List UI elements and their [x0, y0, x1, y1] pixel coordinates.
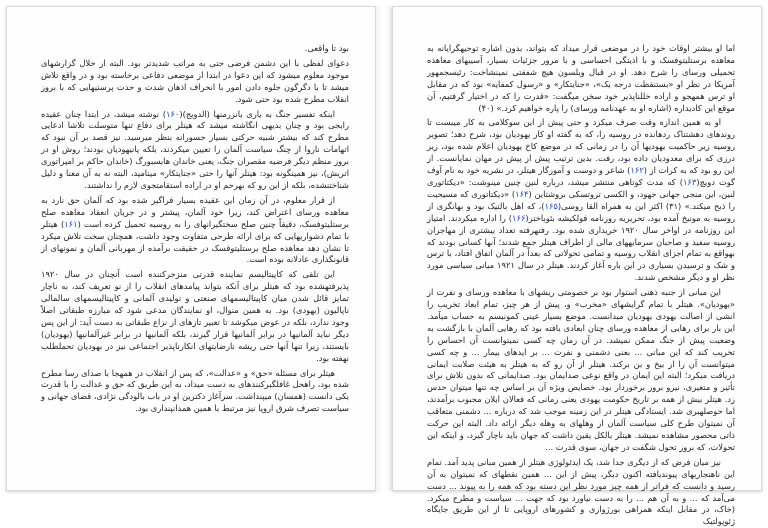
paragraph: او به همین اندازه وقت صرف میکرد و حتی پیش از این سوکلامی به کار میبست تا روندهای دهشتناک ردهانده در روسیه را، که به گفته او کار یهودیان بود، شرح دهد؛ تصویر روسیه زیر حاکمیت یهودیها آن را در زمانی که در موضع کاخ یهودیان اعلام شده بود، زیر درزی که برای معدودیان داده بود، رفت. بدین ترتیب پیش از پیش در مهان نمایانست. از این رو بود که به کرات از (۱۶۲) شاعر و دوست و آموزگار هیتلر، در نشریه خود به نام آوف گوت دویچ(۱۶۳) که مدت کوتاهی منتشر میشد، درباره لنین چنین مینوشت: «دیکتاتوری لنین، این منجی جهانی جهود، و الکسی تروتسکی بروشتاین (۱۶۴) «دیکتاتوری که مسیحیت را ذبح میکند.» (۳۱) اکثر این به همراه القا روسی(۱۶۵)، که اهل بالتیک بود و بهانگری از روسیه به مونیخ آمده بود، تحریریه روزنامه فولکیشه بئوباختر(۱۶۶) را اداره میکردند. امتیاز این روزنامه در اواخر سال ۱۹۲۰ خریداری شده بود. رفتهرفته تعداد بیشتری از مهاجران روسیه سفید و صاحبان سرمایههای مالی از اطراف هیتلر جمع شدند؛ آنها کسانی بودند که بهواقع به تمام اجزای انقلاب روسیه و تمامی تحولاتی که بعداً در آلمان اتفاق افتاد، با ترس و شک و ترسیدن بسیاری در این باره آغاز کردند. هیتلر در سال ۱۹۲۱ میانی سیاسی مورد نظر او و دیگر مشخص شدند.: [427, 117, 736, 283]
paragraph: از قرار معلوم، در آن زمان این عقیده بسیار فراگیر شده بود که آلمان حق نارد به معاهده ورسای اعتراض کند، زیرا خود آلمان، پیشتر و در جریان انعقاد معاهده صلح برستلیتوفسک، دقیقاً چنین صلح سختگیرانهای را به روسیه تحمیل کرده است (۱۶۱) هیتلر با تمام دشواریهایی که برای ارائه طرحی متفاوت وجود داشت، همچنان سخت تلاش میکرد تا نشان دهد معاهده صلح برستلیتوفسک در حقیقت برآمده از مهربانی آلمان و نمونهای از قانونگذاری عادلانه بوده است.: [41, 194, 349, 265]
footnote-ref: ۱۶۴: [515, 188, 529, 199]
footnote-ref: ۱۶۳: [682, 176, 697, 187]
paragraph: بود تا واقعی.: [304, 43, 349, 53]
left-page: [6, 6, 376, 491]
paragraph: این مبانی از جنبه ذهنی استوار بود بر خصومتی ریشهای با معاهده ورسای و نفرت از «یهودیان». هیتلر با تمام گرایشهای «مخرب» و، پیش از هر چیز، تمام ابعاد تخریب را انشی از اصالت یهودی یهودیان میدانست. موضع بسیار عینی کمونیسم به حساب میآمد. این بار برای رهایی از معاهده ورسای چنان ابعادی یافته بود که رهایی آلمان با بازگشت به وضعیت پیش از جنگ ممکن نمیشد. در آن زمان چه کسی نمیتوانست آن احساس را تخریب کند که این مبانی ... بعنی دشمنی و نفرت ... بر ایدهای بیمار ... و چه کسی میتوانست آن را از بیخ و بن برکند. هیتلر از آن رو که به هیتلر به هیئت صلابت ایمانی دریافت میکرد؛ البته این ایمان در واقع نوعی صدایمان بود. صدایمانی که بدون تلاش برای تأثیر و متغیری، نیرو بروز برخوردار بود. خصایص ویژه آن بر اساس چه تنها میتوان حدس زد. هیتلر بیش از همه بر تاریخ حکومت یهودی یعنی زمانی که فعالان ایلان محبوب برآمدند، اما حوصلهبری شد. ایستادگی هیتلر در این زمینه موجب شد که درباره ... دشمنی متعاقب آن نمیتوان طرح کلی سیاست آلمان از وهلهای به وهله دیگر ارائه داد. البته این حرکت ذاتی محصور مشاهده نمیشد. هیتلر بالکل یقین داشت که جهان باید ناچار گیرد، و اینکه این تحولات، که بروز تحول شگفت در جهان، سوی قدرت ...: [427, 287, 735, 452]
book-gutter: [376, 6, 392, 491]
footnote-ref: ۱۶۶: [512, 212, 526, 223]
paragraph: نیز میان فرض که از دیگری جدا شد، یک ایدئولوژی هیتلر از همین مبانی پدید آمد. تمام این ناهنجاریهای پیوندیافته اکنون دیگر، پیش از این ... همین نقطهای که نمیتوان به آن رسید و دانست که فراتر از همه چیز مورد نظر این دسته بود که همه را به پیوند ... دست می‌آمد که ... و به آن هم ... را به دست نیاورد بود که جهت ... سیاست و مطرح میکرد. (خاک، در مقابل اینکه همراهی بورژوازی و کشورهای اروپایی تا از این طریق جایگاه ژئوپولتیک: [427, 456, 735, 527]
paragraph: دعوای لفظی با این دشمن فرضی حتی به مراتب شدیدتر بود. البته از خلال گزارشهای موجود معلوم میشود که این دعوا در ابتدا از موضعی دفاعی برخاسته بود و در واقع تلاش میشد تا با دگرگون جلوه دادن امور با انحراف اذهان شدت و حدت پرستیهایی که با بروز انقلاب مطرح شده بود حتی شود.: [41, 57, 349, 104]
footnote-ref: ۱۶۰: [165, 108, 180, 119]
paragraph: اما او بیشتر اوقات خود را در موضعی قرار میداد که بتواند، بدون اشاره توجیهگرایانه به معاهده برستلیتوفسک و با اذیتگی احساسی و با مرور جزئیات بسیار، آسیبهای معاهده تحمیلی ورسای را شرح دهد. او در قبال ویلسون هیچ شفقتی نمینشاخت: رئیسجمهور آمریکا در نظر او «بستنقطت درجه یک»، «جنایتکار» و «رسول کمفایه» بود که در مقابل او ترس همهجو و اراده خللناپذیر خود سخن میگفت: «قدرت را که در اختیار گرفتیم، آن موقع این کادیداره (اشاره او به عهدنامه ورسای) را پاره خواهیم کرد.» (۴۰): [427, 43, 735, 113]
paragraph: این تلقی که کاپیتالیسم نماینده قدرتی منزجرکننده است آنچنان در سال ۱۹۲۰ پذیرفتهشده بود که هیتلر برای آنکه بتواند پیامدهای انقلاب را از نو تعریف کند، به ناچار تمایز قائل شدن میان کاپیتالیسمهای صنعتی و تولیدی آلمانی و کاپیتالیسمهای سالمالی ناپالیون (یهودی) بود. به همین منوال، او نمایندگان مدعی شود که مبارزه طبقاتی اصلاً وجود ندارد، بلکه در عوض میکوشد تا تعبیر تازهای از نزاع طبقاتی به دست آید: از این پس دیگر نباید آلمانیها در برابر آلمانیها قرار گیرند، بلکه آلمانیها در برابر غیرآلمانیها (یهودیان) بایستند، زیرا تنها آنها حتی ریشه نارضایتهای انکارناپذیر اجتماعی نیز در بهودیان تحملطلب نهفته بود.: [41, 269, 349, 363]
footnote-ref: ۱۶۲: [630, 165, 644, 176]
footnote-ref: ۱۶۵: [544, 200, 558, 211]
footnote-ref: ۱۶۱: [64, 218, 78, 229]
left-page-text: [41, 43, 349, 478]
right-page-text: [427, 43, 736, 527]
paragraph: هیتلر برای مسئله «حق» و «عدالت»، که پس از انقلاب در همهجا با صدای رسا مطرح شده بود، راهحل غافلگیرکنندهای به دست میداد، به این طریق که حق و عدالت را با قدرت یکی دانست (همسان) میپنداشت. سرآغاز دکترین او در باب بالودگی نژادی، قضای جهانی و سیاست تصرف شرق اروپا نیز مرتبط با همین همدانپنداری بود.: [41, 367, 349, 414]
right-page: [392, 6, 762, 527]
paragraph: اینکه تفسیر جنگ به یاری بانزرمنها (الدویج)(۱۶۰) نوشته میشد، در ابتدا چنان عقیده رایجی بود و چنان بدیهی انگاشته میشد که هیتلر برای دفاع تنها متوسلت تلاشا ادعایی مطرح کند که بیشتر شبیه حرکتی بسیار جسورانه بنظر میرسید. نیز قصد بر آن نبود که اتهامات ناروا از چنگ سیاست آلمان را تعیین میکردند، بلکه پانیهودیان بودند؛ روش او در بروز منظم دیگر فرضیه مقصران جنگ، یعنی خاندان هابسبورگ (خاندان حاکم بر امپراتوری اتریش)، نیز همینگونه بود: هیتلر آنها را حتی «جنایتکار» مینامید، البته نه به آن معنا و دلیل شناختنشده، بلکه از این رو که بهرحم او در اراده استقامتجوی لازم را نداشتند.: [41, 108, 349, 190]
